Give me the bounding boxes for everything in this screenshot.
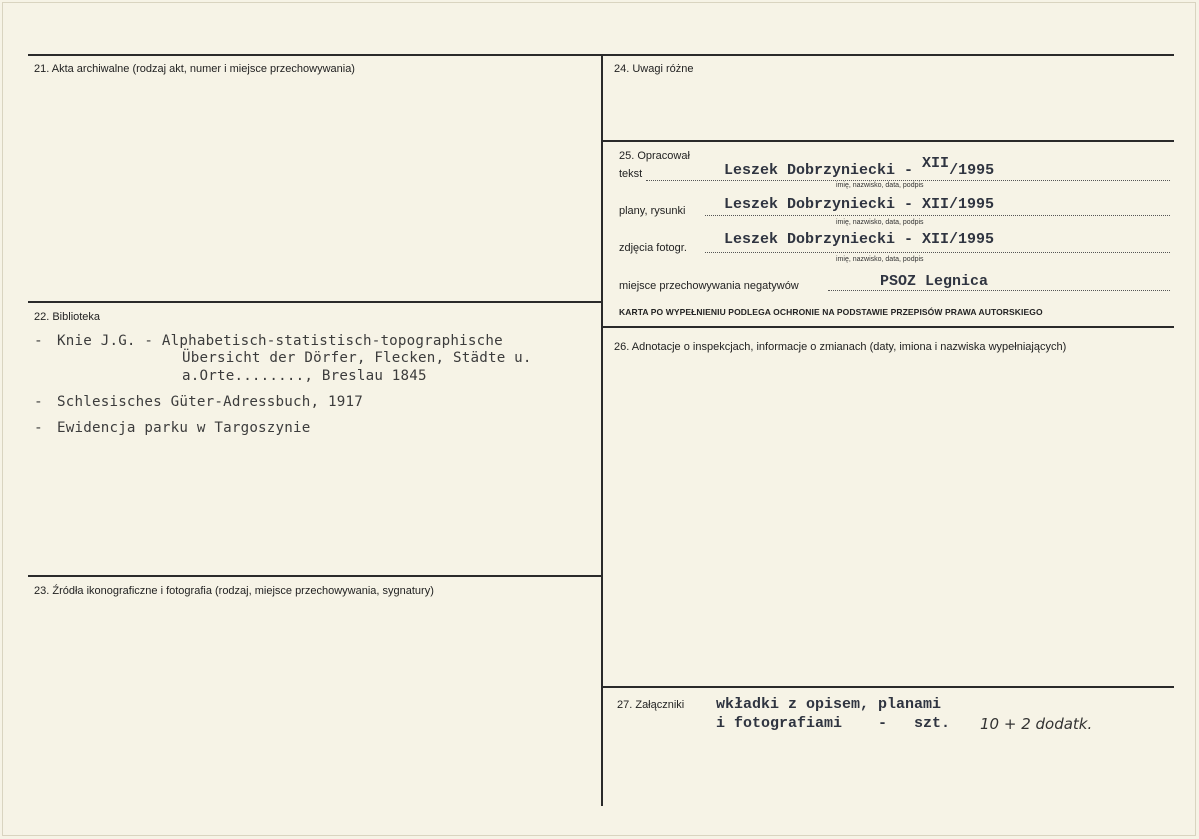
section-23-label: 23. Źródła ikonograficzne i fotografia (rodzaj, miejsce przechowywania, sygnatury) bbox=[34, 585, 434, 597]
author-text-value bbox=[724, 155, 995, 179]
negatives-label: miejsce przechowywania negatywów bbox=[619, 280, 799, 292]
attachments-line-2: i fotografiami - szt. bbox=[716, 715, 951, 732]
rule-24-25 bbox=[601, 140, 1174, 142]
biblio-entry-1-line-3: a.Orte........, Breslau 1845 bbox=[182, 368, 427, 384]
author-photos-caption: imię, nazwisko, data, podpis bbox=[836, 256, 924, 263]
section-27-label: 27. Załączniki bbox=[617, 699, 685, 711]
author-text-sup: XII bbox=[922, 155, 950, 172]
rule-22-23 bbox=[28, 575, 602, 577]
biblio-dash-1: - bbox=[34, 333, 43, 349]
biblio-entry-1-line-2: Übersicht der Dörfer, Flecken, Städte u. bbox=[182, 350, 532, 366]
card-edge bbox=[2, 2, 1196, 836]
negatives-line bbox=[828, 290, 1170, 291]
biblio-dash-3: - bbox=[34, 420, 43, 436]
author-plans-line bbox=[705, 215, 1170, 216]
rule-25-26 bbox=[601, 326, 1174, 328]
author-photos-line bbox=[705, 252, 1170, 253]
author-text-label: tekst bbox=[619, 168, 643, 180]
section-26-label: 26. Adnotacje o inspekcjach, informacje o zmianach (daty, imiona i nazwiska wypełniających) bbox=[614, 341, 1067, 353]
rule-26-27 bbox=[601, 686, 1174, 688]
author-plans-caption: imię, nazwisko, data, podpis bbox=[836, 219, 924, 226]
section-22-label: 22. Biblioteka bbox=[34, 311, 101, 323]
section-24-label: 24. Uwagi różne bbox=[614, 63, 694, 75]
author-text-caption: imię, nazwisko, data, podpis bbox=[836, 182, 924, 189]
attachments-handwritten: 10 + 2 dodatk. bbox=[980, 715, 1093, 733]
biblio-entry-3: Ewidencja parku w Targoszynie bbox=[57, 420, 311, 436]
author-text-main: Leszek Dobrzyniecki - bbox=[724, 162, 923, 179]
author-photos-label: zdjęcia fotogr. bbox=[619, 242, 687, 254]
biblio-dash-2: - bbox=[34, 394, 43, 410]
attachments-line-1: wkładki z opisem, planami bbox=[716, 696, 942, 713]
biblio-entry-2: Schlesisches Güter-Adressbuch, 1917 bbox=[57, 394, 363, 410]
author-text-tail: /1995 bbox=[949, 162, 995, 179]
author-photos-value: Leszek Dobrzyniecki - XII/1995 bbox=[724, 231, 995, 248]
section-25-label: 25. Opracował bbox=[619, 150, 690, 162]
section-21-label: 21. Akta archiwalne (rodzaj akt, numer i miejsce przechowywania) bbox=[34, 63, 355, 75]
author-plans-label: plany, rysunki bbox=[619, 205, 686, 217]
copyright-notice: KARTA PO WYPEŁNIENIU PODLEGA OCHRONIE NA PODSTAWIE PRZEPISÓW PRAWA AUTORSKIEGO bbox=[619, 307, 1043, 317]
biblio-entry-1-line-1: Knie J.G. - Alphabetisch-statistisch-topographische bbox=[57, 333, 503, 349]
center-divider bbox=[601, 54, 603, 806]
author-plans-value: Leszek Dobrzyniecki - XII/1995 bbox=[724, 196, 995, 213]
author-text-line bbox=[646, 180, 1170, 181]
negatives-value: PSOZ Legnica bbox=[880, 273, 989, 290]
rule-21-22 bbox=[28, 301, 602, 303]
